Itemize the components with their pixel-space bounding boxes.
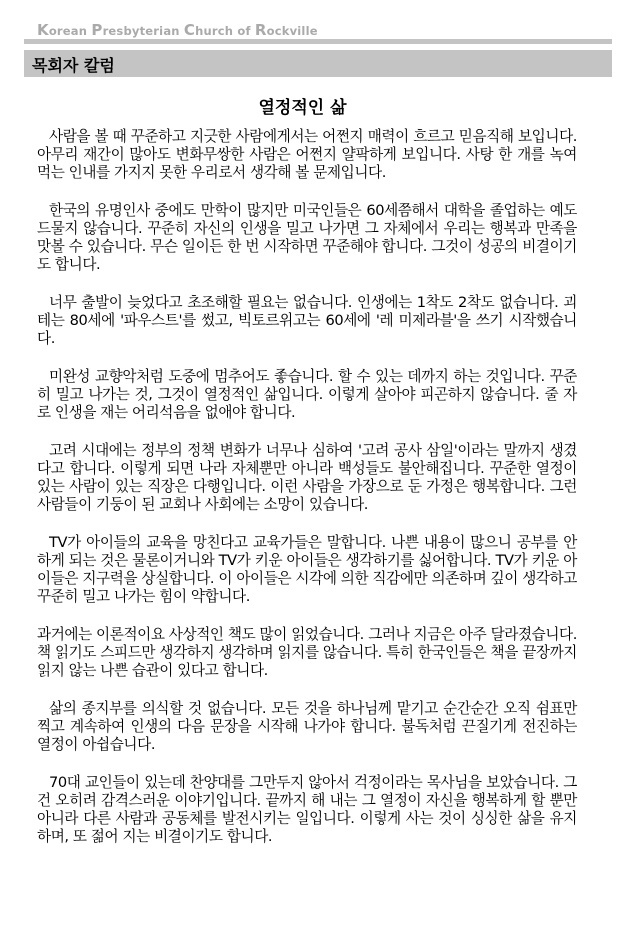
article-title: 열정적인 삶 [258, 98, 347, 118]
header-word: hurch of [195, 24, 255, 38]
header-initial: C [183, 21, 196, 39]
header-initial: P [91, 21, 103, 39]
header-word: resbyterian [102, 24, 184, 38]
section-title: 목회자 칼럼 [32, 56, 115, 75]
article-paragraph: TV가 아이들의 교육을 망친다고 교육가들은 말합니다. 나쁜 내용이 많으니 공부를 안 하게 되는 것은 물론이거니와 TV가 키운 아이들은 생각하기를 싫어합니다. TV가 키운 아이들은 지구력을 상실합니다. 이 아이들은 시각에 의한 직감에만 의존하며 깊이 생각하고 꾸준히 밀고 나가는 힘이 약합니다. [37, 534, 577, 605]
article-paragraph: 70대 교인들이 있는데 찬양대를 그만두지 않아서 걱정이라는 목사님을 보았습니다. 그건 오히려 감격스러운 이야기입니다. 끝까지 해 내는 그 열정이 자신을 행복하게 할 뿐만 아니라 다른 사람과 공동체를 발전시키는 일입니다. 이렇게 사는 것이 싱싱한 삶을 유지하며, 또 젊어 지는 비결이기도 합니다. [37, 774, 577, 845]
article-paragraph: 한국의 유명인사 중에도 만학이 많지만 미국인들은 60세쯤해서 대학을 졸업하는 예도 드물지 않습니다. 꾸준히 자신의 인생을 밀고 나가면 그 자체에서 우리는 행복과 만족을 맛볼 수 있습니다. 무슨 일이든 한 번 시작하면 꾸준해야 합니다. 그것이 성공의 비결이기도 합니다. [37, 202, 577, 273]
article-paragraph: 사람을 볼 때 꾸준하고 지긋한 사람에게서는 어쩐지 매력이 흐르고 믿음직해 보입니다. 아무리 재간이 많아도 변화무쌍한 사람은 어쩐지 얄팍하게 보입니다. 사탕 한 개를 녹여 먹는 인내를 가지지 못한 우리로서 생각해 볼 문제입니다. [37, 128, 577, 181]
article-paragraph: 과거에는 이론적이요 사상적인 책도 많이 읽었습니다. 그러나 지금은 아주 달라졌습니다. 책 읽기도 스피드만 생각하지 생각하며 읽지를 않습니다. 특히 한국인들은 책을 끝장까지 읽지 않는 나쁜 습관이 있다고 합니다. [37, 626, 577, 679]
header-initial: R [254, 21, 267, 39]
church-name-header [37, 21, 318, 39]
article-paragraph: 미완성 교향악처럼 도중에 멈추어도 좋습니다. 할 수 있는 데까지 하는 것입니다. 꾸준히 밀고 나가는 것, 그것이 열정적인 삶입니다. 이렇게 살아야 피곤하지 않습니다. 줄 자로 인생을 재는 어리석음을 없애야 합니다. [37, 368, 577, 421]
header-divider [24, 39, 612, 44]
article-body [37, 128, 577, 866]
header-initial: K [37, 21, 49, 39]
header-word: ockville [266, 24, 318, 38]
article-paragraph: 삶의 종지부를 의식할 것 없습니다. 모든 것을 하나님께 맡기고 순간순간 오직 쉼표만 찍고 계속하여 인생의 다음 문장을 시작해 나가야 합니다. 불독처럼 끈질기게 전진하는 열정이 아쉽습니다. [37, 700, 577, 753]
article-paragraph: 고려 시대에는 정부의 정책 변화가 너무나 심하여 '고려 공사 삼일'이라는 말까지 생겼다고 합니다. 이렇게 되면 나라 자체뿐만 아니라 백성들도 불안해집니다. 꾸준한 열정이 있는 사람이 있는 직장은 다행입니다. 이런 사람을 가장으로 둔 가정은 행복합니다. 그런 사람들이 기둥이 된 교회나 사회에는 소망이 있습니다. [37, 442, 577, 513]
header-word: orean [48, 24, 92, 38]
article-paragraph: 너무 출발이 늦었다고 초조해할 필요는 없습니다. 인생에는 1착도 2착도 없습니다. 괴테는 80세에 '파우스트'를 썼고, 빅토르위고는 60세에 '레 미제라블'을 쓰기 시작했습니다. [37, 294, 577, 347]
